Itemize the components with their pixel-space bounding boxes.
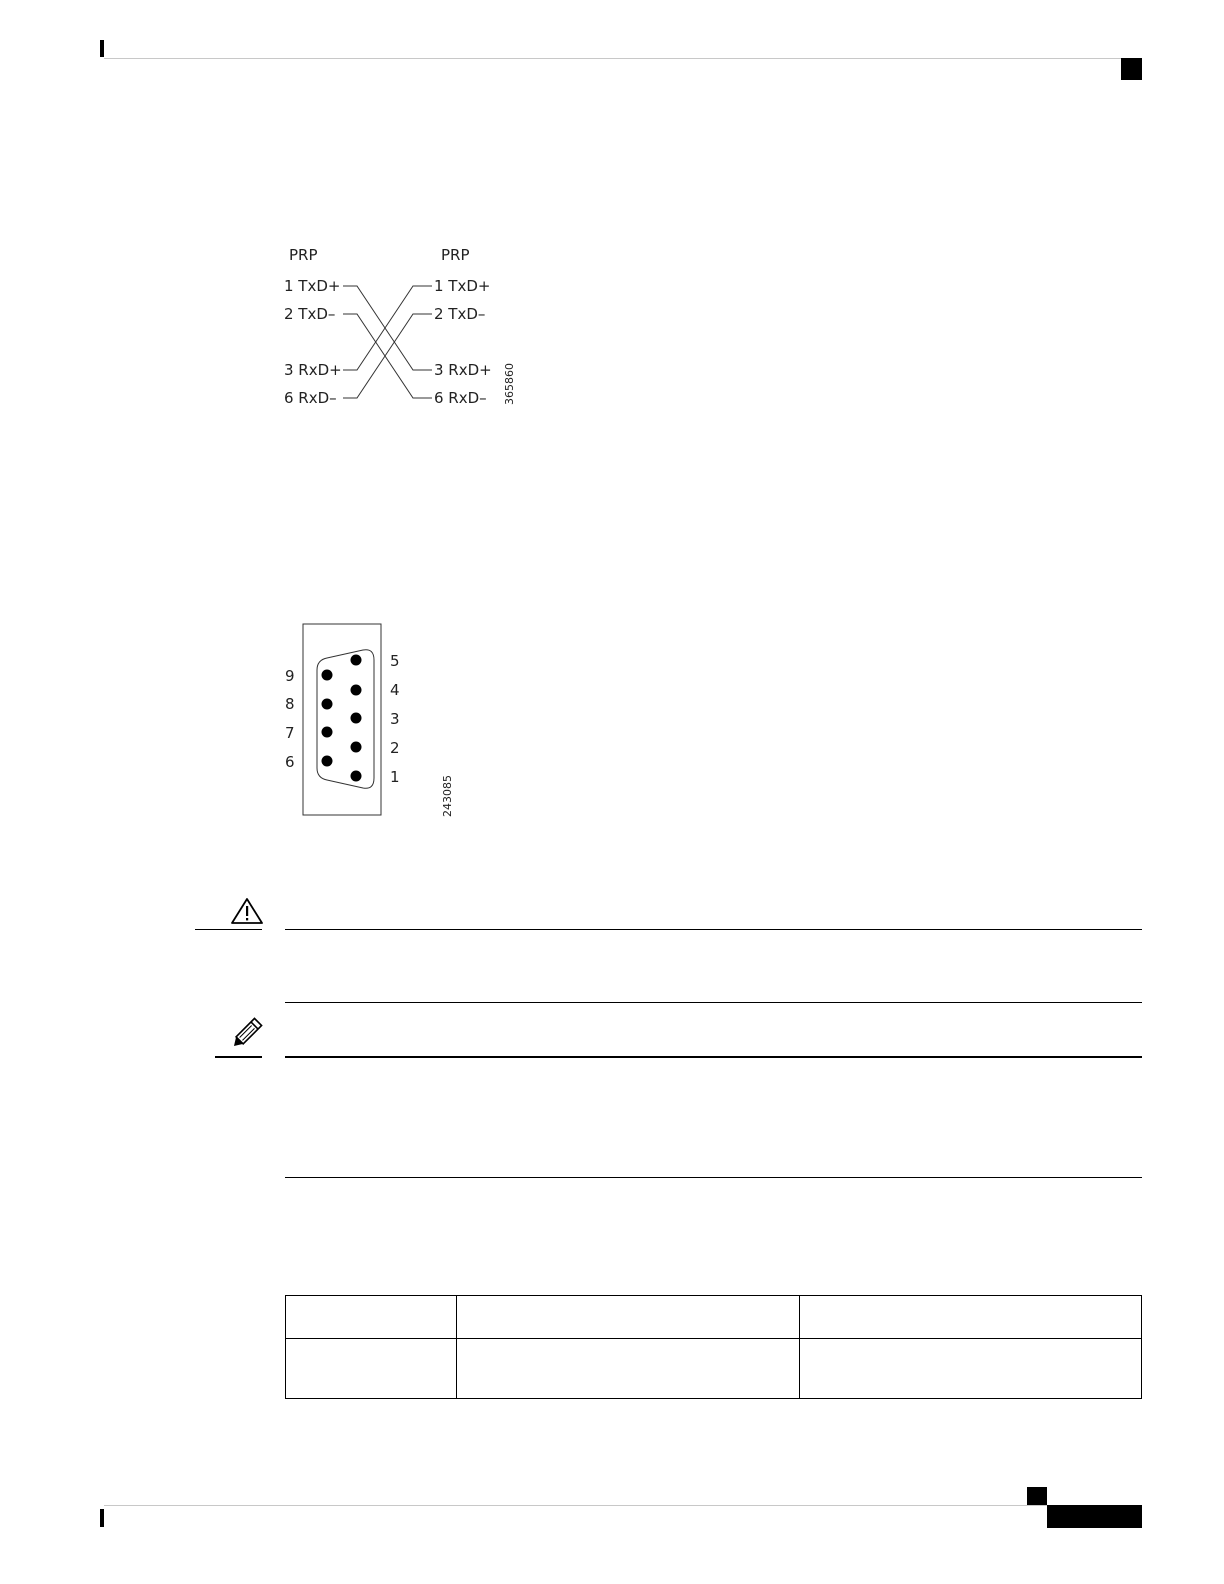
footer-small-block [1027,1487,1047,1505]
table-header-cell [457,1296,800,1339]
left-pin-6: 6 RxD– [284,389,337,407]
table-header-cell [800,1296,1142,1339]
label-pin-7: 7 [285,724,295,742]
pin-dots [322,655,362,782]
table-header-row [286,1296,1142,1339]
pencil-note-icon [228,1016,264,1052]
header-left-tick [100,40,104,57]
note-icon-underline [215,1056,262,1058]
warning-triangle-icon [230,897,264,925]
pin-6-dot [322,756,333,767]
crossover-figure-id: 365860 [503,363,516,405]
db9-connector-diagram [275,620,465,820]
caution-bottom-rule [285,1002,1142,1003]
data-table [285,1295,1142,1399]
connector-housing [303,624,381,815]
pin-9-dot [322,670,333,681]
pin-2-dot [351,742,362,753]
footer-left-tick [100,1509,104,1527]
right-pin-6: 6 RxD– [434,389,487,407]
pin-1-dot [351,771,362,782]
pin-5-dot [351,655,362,666]
label-pin-8: 8 [285,695,295,713]
label-pin-3: 3 [390,710,400,728]
db9-figure-id: 243085 [441,775,454,817]
caution-icon-underline [195,929,262,930]
table-row [286,1339,1142,1399]
note-bottom-rule [285,1177,1142,1178]
left-pin-3: 3 RxD+ [284,361,342,379]
footer-rule [104,1505,1142,1506]
label-pin-1: 1 [390,768,400,786]
crossover-wires [343,286,432,398]
left-pin-2: 2 TxD– [284,305,336,323]
label-pin-2: 2 [390,739,400,757]
pin-8-dot [322,699,333,710]
header-corner-block [1121,58,1142,80]
table-cell [457,1339,800,1399]
label-pin-5: 5 [390,652,400,670]
table-header-cell [286,1296,457,1339]
pin-4-dot [351,685,362,696]
label-pin-6: 6 [285,753,295,771]
left-pin-1: 1 TxD+ [284,277,341,295]
note-top-rule [285,1056,1142,1058]
right-pin-3: 3 RxD+ [434,361,492,379]
label-pin-9: 9 [285,667,295,685]
table-cell [286,1339,457,1399]
right-header: PRP [441,246,470,264]
label-pin-4: 4 [390,681,400,699]
pin-7-dot [322,727,333,738]
table-cell [800,1339,1142,1399]
right-pin-1: 1 TxD+ [434,277,491,295]
left-header: PRP [289,246,318,264]
right-pin-2: 2 TxD– [434,305,486,323]
caution-top-rule [285,929,1142,930]
footer-page-tab [1047,1505,1142,1528]
crossover-cable-diagram [270,235,530,415]
header-rule [104,58,1142,59]
pin-3-dot [351,713,362,724]
